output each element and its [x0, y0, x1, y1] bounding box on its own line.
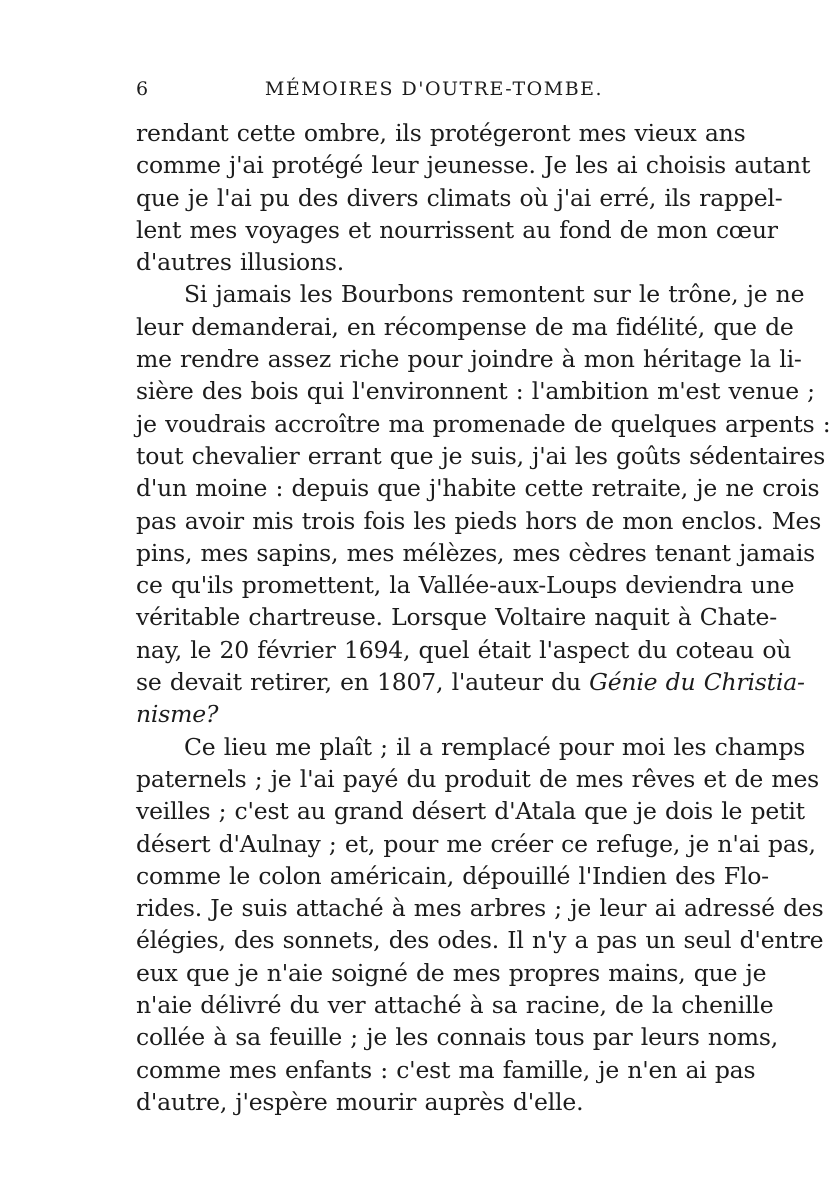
- body-text: [136, 117, 831, 1118]
- text-line: d'autres illusions.: [136, 248, 345, 277]
- text-line: comme le colon américain, dépouillé l'Indien des Flo-: [136, 861, 769, 890]
- text-line: tout chevalier errant que je suis, j'ai les goûts sédentaires: [136, 441, 826, 470]
- text-line: d'un moine : depuis que j'habite cette retraite, je ne crois: [136, 474, 820, 503]
- text-line: d'autre, j'espère mourir auprès d'elle.: [136, 1087, 584, 1116]
- paragraph-3: [136, 731, 824, 1119]
- text-line: leur demanderai, en récompense de ma fidélité, que de: [136, 312, 794, 341]
- text-line: sière des bois qui l'environnent : l'ambition m'est venue ;: [136, 377, 815, 406]
- text-line: comme j'ai protégé leur jeunesse. Je les ai choisis autant: [136, 151, 811, 180]
- text-line: Ce lieu me plaît ; il a remplacé pour moi les champs: [184, 732, 806, 761]
- text-line: [136, 698, 710, 730]
- paragraph-1: [136, 117, 811, 278]
- text-line: ce qu'ils promettent, la Vallée-aux-Loups deviendra une: [136, 571, 795, 600]
- paragraph-2: [136, 278, 831, 730]
- text-line: nay, le 20 février 1694, quel était l'aspect du coteau où: [136, 635, 792, 664]
- book-title-part-1: Génie du Christia-: [589, 668, 805, 697]
- text-line: rendant cette ombre, ils protégeront mes vieux ans: [136, 119, 746, 147]
- running-head: [136, 78, 712, 102]
- text-line: paternels ; je l'ai payé du produit de mes rêves et de mes: [136, 764, 820, 793]
- text-line: collée à sa feuille ; je les connais tous par leurs noms,: [136, 1023, 778, 1052]
- text-line: comme mes enfants : c'est ma famille, je n'en ai pas: [136, 1055, 756, 1084]
- book-title-part-2: nisme?: [136, 700, 219, 729]
- text-line: rides. Je suis attaché à mes arbres ; je leur ai adressé des: [136, 894, 824, 923]
- text-line: élégies, des sonnets, des odes. Il n'y a pas un seul d'entre: [136, 926, 824, 955]
- running-title: MÉMOIRES D'OUTRE-TOMBE.: [264, 78, 604, 100]
- page-number: 6: [136, 78, 150, 100]
- text-line: véritable chartreuse. Lorsque Voltaire naquit à Chate-: [136, 603, 778, 632]
- text-line: que je l'ai pu des divers climats où j'ai erré, ils rappel-: [136, 183, 783, 212]
- text-line: je voudrais accroître ma promenade de quelques arpents :: [136, 409, 831, 438]
- text-line: pas avoir mis trois fois les pieds hors de mon enclos. Mes: [136, 506, 822, 535]
- text-fragment: se devait retirer, en 1807, l'auteur du: [136, 668, 590, 697]
- text-line: n'aie délivré du ver attaché à sa racine, de la chenille: [136, 991, 774, 1020]
- text-line: pins, mes sapins, mes mélèzes, mes cèdres tenant jamais: [136, 538, 816, 567]
- text-line: veilles ; c'est au grand désert d'Atala que je dois le petit: [136, 797, 805, 826]
- text-line-with-title: [136, 666, 805, 698]
- text-line: lent mes voyages et nourrissent au fond de mon cœur: [136, 215, 778, 244]
- text-line: eux que je n'aie soigné de mes propres mains, que je: [136, 958, 767, 987]
- text-line: me rendre assez riche pour joindre à mon héritage la li-: [136, 345, 802, 374]
- text-line: désert d'Aulnay ; et, pour me créer ce refuge, je n'ai pas,: [136, 829, 816, 858]
- text-line: Si jamais les Bourbons remontent sur le trône, je ne: [184, 280, 805, 309]
